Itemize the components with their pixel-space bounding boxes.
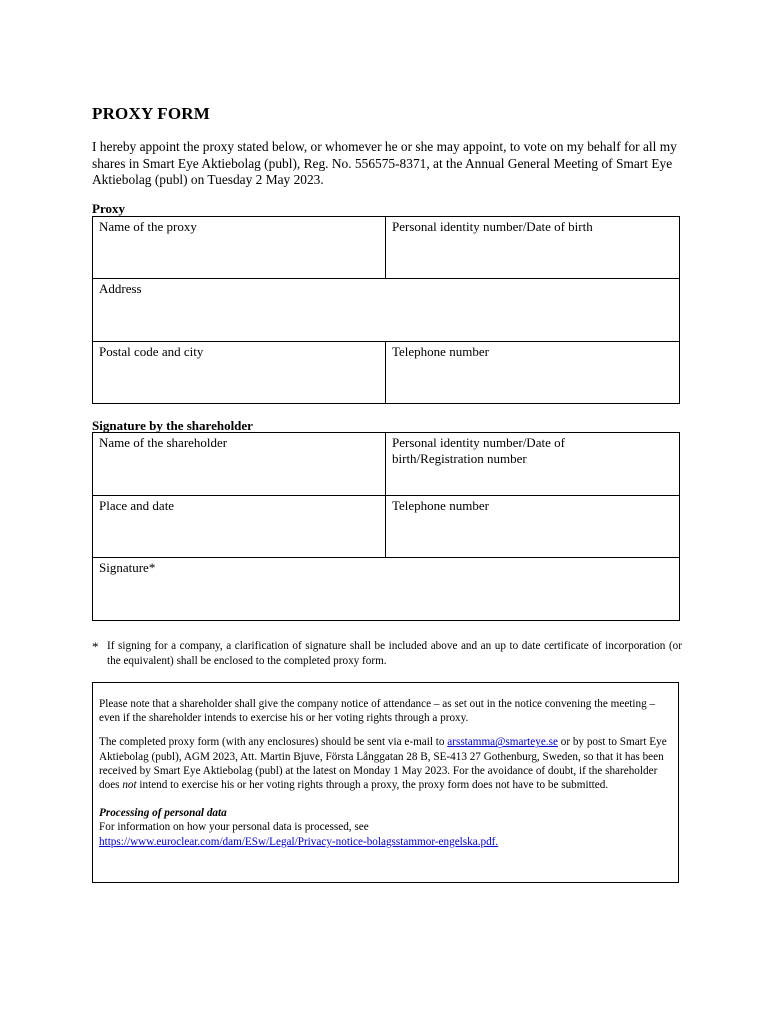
shareholder-pin-label: Personal identity number/Date of birth/Registration number	[392, 435, 565, 466]
submission-emphasis-not: not	[122, 779, 137, 792]
shareholder-phone-field[interactable]	[386, 496, 680, 558]
shareholder-signature-field[interactable]	[93, 558, 680, 621]
proxy-table	[92, 216, 680, 404]
shareholder-signature-label: Signature*	[99, 560, 156, 575]
privacy-block	[99, 806, 670, 849]
privacy-text: For information on how your personal data is processed, see	[99, 821, 369, 834]
proxy-phone-label: Telephone number	[392, 344, 489, 359]
shareholder-table	[92, 432, 680, 621]
proxy-postal-field[interactable]	[93, 342, 386, 404]
privacy-notice-link[interactable]: https://www.euroclear.com/dam/ESw/Legal/Privacy-notice-bolagsstammor-engelska.pdf.	[99, 835, 499, 848]
notice-paragraph-submission	[99, 735, 670, 792]
proxy-phone-field[interactable]	[386, 342, 680, 404]
submission-text-end: intend to exercise his or her voting rights through a proxy, the proxy form does not have to be submitted.	[136, 779, 609, 792]
shareholder-place-field[interactable]	[93, 496, 386, 558]
shareholder-name-label: Name of the shareholder	[99, 435, 228, 450]
notice-box	[92, 682, 679, 883]
page-title: PROXY FORM	[92, 104, 210, 123]
proxy-name-field[interactable]	[93, 217, 386, 279]
shareholder-phone-label: Telephone number	[392, 498, 489, 513]
email-link[interactable]: arsstamma@smarteye.se	[447, 736, 558, 749]
intro-paragraph: I hereby appoint the proxy stated below, or whomever he or she may appoint, to vote on my behalf for all my shares in Smart Eye Aktiebolag (publ), Reg. No. 556575-8371, at the Annual General Meeting of Smart Eye Aktiebolag (publ) on Tuesday 2 May 2023.	[92, 139, 677, 187]
proxy-name-label: Name of the proxy	[99, 219, 197, 234]
footnote-marker: *	[92, 639, 99, 654]
shareholder-name-field[interactable]	[93, 433, 386, 496]
proxy-address-field[interactable]	[93, 279, 680, 342]
submission-text-middle: or by post to Smart Eye Aktiebolag (publ), AGM 2023, Att. Martin Bjuve, Första Långgatan 28 B, SE-413 27 Gothenburg, Sweden, so that it has been received by Smart Eye Aktiebolag (publ) at the latest on Monday 1 May 2023. For the avoidance of doubt, if the shareholder does	[99, 736, 667, 792]
proxy-address-label: Address	[99, 281, 142, 296]
proxy-postal-label: Postal code and city	[99, 344, 204, 359]
shareholder-pin-field[interactable]	[386, 433, 680, 496]
proxy-section-label: Proxy	[92, 201, 125, 216]
notice-paragraph-attendance: Please note that a shareholder shall give the company notice of attendance – as set out in the notice convening the meeting – even if the shareholder intends to exercise his or her voting rights through a proxy.	[99, 698, 656, 725]
footnote	[92, 639, 682, 669]
footnote-text: If signing for a company, a clarification of signature shall be included above and an up to date certificate of incorporation (or the equivalent) shall be enclosed to the completed proxy form.	[107, 640, 682, 667]
submission-text-start: The completed proxy form (with any enclosures) should be sent via e-mail to	[99, 736, 448, 749]
privacy-heading: Processing of personal data	[99, 807, 227, 820]
shareholder-place-label: Place and date	[99, 498, 175, 513]
proxy-pin-label: Personal identity number/Date of birth	[392, 219, 593, 234]
proxy-pin-field[interactable]	[386, 217, 680, 279]
shareholder-section-label: Signature by the shareholder	[92, 418, 253, 433]
